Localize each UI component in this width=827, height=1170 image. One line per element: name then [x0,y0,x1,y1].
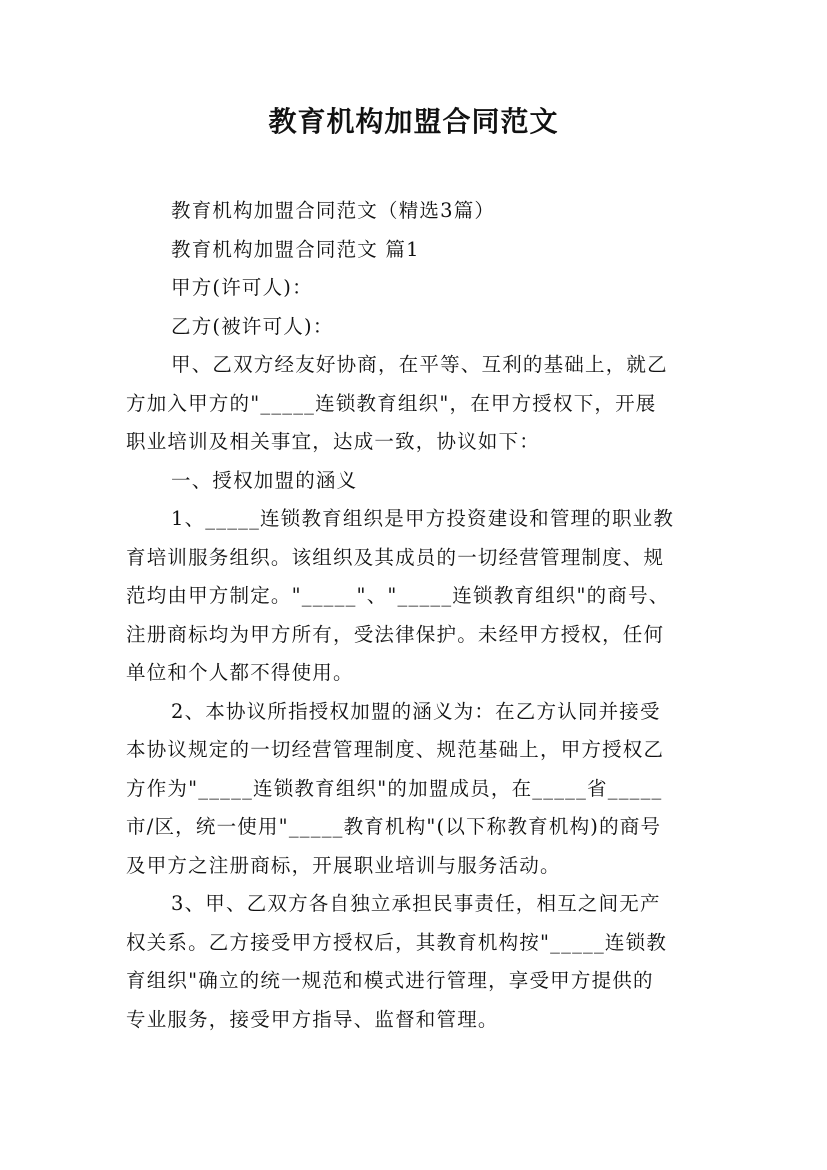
body-line: 一、授权加盟的涵义 [171,468,358,492]
body-line: 1、_____连锁教育组织是甲方投资建设和管理的职业教 [171,507,675,530]
document-body [126,192,706,1039]
body-line: 权关系。乙方接受甲方授权后，其教育机构按"_____连锁教 [126,930,668,954]
body-line: 注册商标均为甲方所有，受法律保护。未经甲方授权，任何 [126,622,665,646]
body-line: 单位和个人都不得使用。 [126,661,354,684]
body-line: 3、甲、乙双方各自独立承担民事责任，相互之间无产 [171,892,661,915]
body-line: 方加入甲方的"_____连锁教育组织"，在甲方授权下，开展 [126,391,657,415]
body-line: 职业培训及相关事宜，达成一致，协议如下： [126,430,541,453]
body-line: 甲、乙双方经友好协商，在平等、互利的基础上，就乙 [171,353,668,376]
body-line: 范均由甲方制定。"_____"、"_____连锁教育组织"的商号、 [126,584,670,607]
body-line: 2、本协议所指授权加盟的涵义为：在乙方认同并接受 [171,699,661,723]
body-line: 甲方(许可人)： [171,276,313,299]
body-line: 专业服务，接受甲方指导、监督和管理。 [126,1007,499,1031]
body-line: 育组织"确立的统一规范和模式进行管理，享受甲方提供的 [126,969,654,992]
body-line: 市/区，统一使用"_____教育机构"(以下称教育机构)的商号 [126,815,662,838]
body-line: 教育机构加盟合同范文 篇1 [171,237,420,261]
body-line: 乙方(被许可人)： [171,314,334,338]
body-line: 育培训服务组织。该组织及其成员的一切经营管理制度、规 [126,545,665,569]
body-line: 方作为"_____连锁教育组织"的加盟成员，在_____省_____ [126,776,663,800]
document-title: 教育机构加盟合同范文 [268,105,559,138]
body-line: 本协议规定的一切经营管理制度、规范基础上，甲方授权乙 [126,738,665,761]
body-line: 教育机构加盟合同范文（精选3篇） [171,199,496,222]
body-line: 及甲方之注册商标，开展职业培训与服务活动。 [126,853,561,877]
